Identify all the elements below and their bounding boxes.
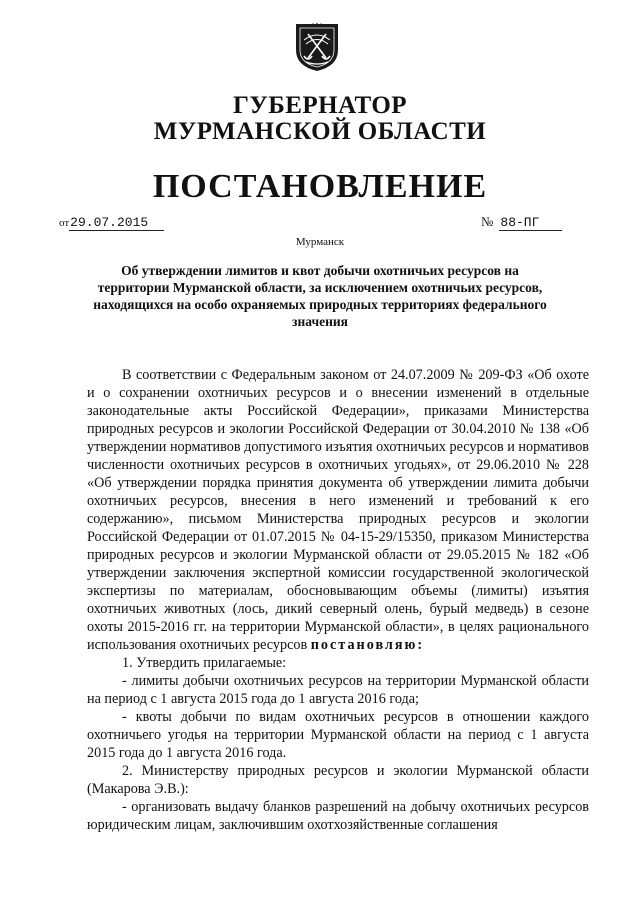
coat-of-arms-icon (292, 22, 342, 72)
document-type: ПОСТАНОВЛЕНИЕ (152, 168, 488, 205)
preamble-text: В соответствии с Федеральным законом от 24.07.2009 № 209-ФЗ «Об охоте и о сохранении охотничьих ресурсов и о внесении изменений в отдельные законодательные акты Российской Федерации», приказами Министерства природных ресурсов и экологии Российской Федерации от 30.04.2010 № 138 «Об утверждении нормативов допустимого изъятия охотничьих ресурсов и нормативов численности охотничьих ресурсов в охотничьих угодьях», от 29.06.2010 № 228 «Об утверждении порядка принятия документа об утверждении лимита добычи охотничьих ресурсов, внесения в него изменений и требований к его содержанию», письмом Министерства природных ресурсов и экологии Российской Федерации от 01.07.2015 № 04-15-29/15350, приказом Министерства природных ресурсов и экологии Мурманской области от 29.05.2015 № 182 «Об утверждении заключения экспертной комиссии государственной экологической экспертизы по материалам, обосновывающим объемы (лимиты) изъятия охотничьих животных (лось, дикий северный олень, бурый медведь) в сезоне охоты 2015-2016 гг. на территории Мурманской области», в целях рационального использования охотничьих ресурсов (87, 367, 589, 653)
document-title: Об утверждении лимитов и квот добычи охотничьих ресурсов на территории Мурманской области, за исключением охотничьих ресурсов, находящихся на особо охраняемых природных территориях федерального значения (93, 263, 547, 329)
date-value: 29.07.2015 (69, 215, 164, 231)
date-prefix: от (59, 217, 70, 229)
item-2a: - организовать выдачу бланков разрешений на добычу охотничьих ресурсов юридическим лицам, заключившим охотхозяйственные соглашения (87, 799, 589, 833)
resolve-word: постановляю: (310, 637, 425, 653)
item-1: 1. Утвердить прилагаемые: (122, 655, 287, 671)
item-1a: - лимиты добычи охотничьих ресурсов на территории Мурманской области на период с 1 августа 2015 года до 1 августа 2016 года; (87, 673, 589, 707)
number-prefix: № (481, 214, 494, 229)
document-date (59, 214, 164, 231)
preamble-paragraph (87, 366, 589, 654)
document-body (87, 366, 589, 834)
document-number (481, 214, 562, 231)
item-2: 2. Министерству природных ресурсов и экологии Мурманской области (Макарова Э.В.): (87, 763, 589, 797)
city: Мурманск (295, 236, 345, 248)
number-value: 88-ПГ (499, 215, 562, 231)
org-title-line2: МУРМАНСКОЙ ОБЛАСТИ (153, 118, 487, 145)
item-1b: - квоты добычи по видам охотничьих ресурсов в отношении каждого охотничьего угодья на территории Мурманской области на период с 1 августа 2015 года до 1 августа 2016 года. (87, 709, 589, 761)
org-title-line1: ГУБЕРНАТОР (232, 92, 408, 119)
